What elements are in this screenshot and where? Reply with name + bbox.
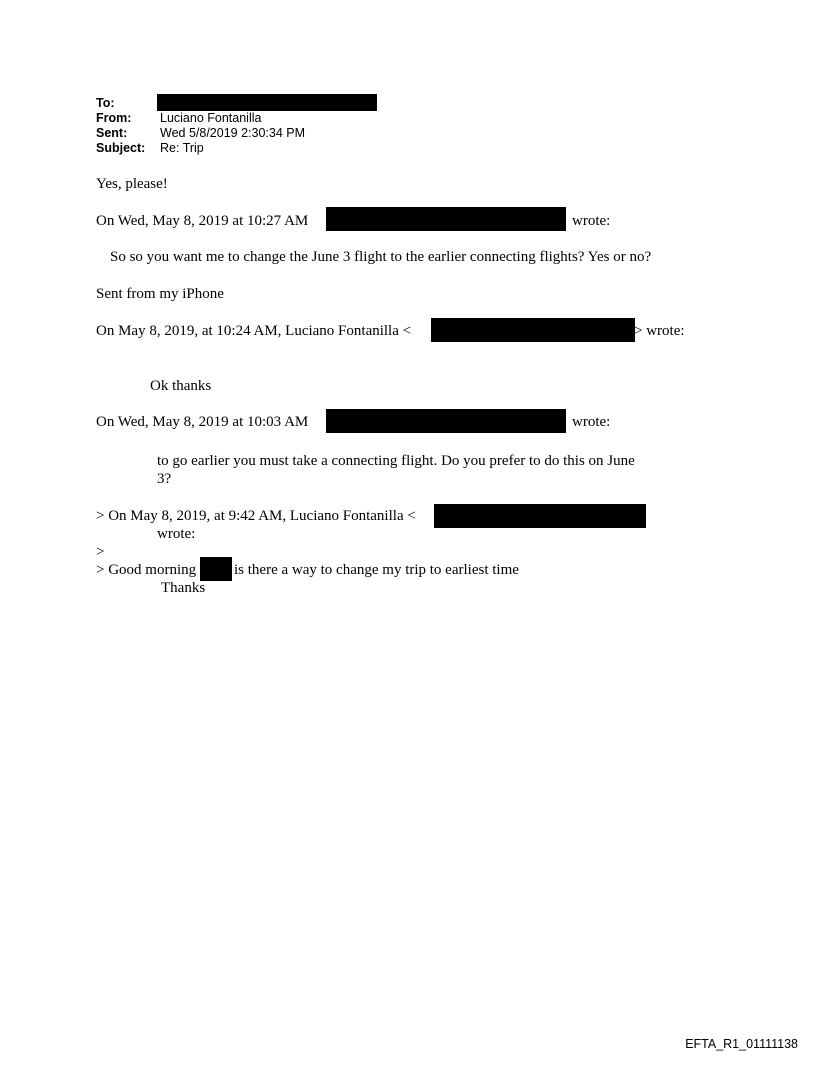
quote-marker: > <box>96 544 105 560</box>
redaction-to-recipient <box>157 94 377 111</box>
reply-text: Yes, please! <box>96 176 168 192</box>
attribution-1-prefix: On Wed, May 8, 2019 at 10:27 AM <box>96 213 309 229</box>
sent-value: Wed 5/8/2019 2:30:34 PM <box>160 126 306 140</box>
quote-2-text: Ok thanks <box>150 378 212 394</box>
signature-text: Sent from my iPhone <box>96 286 224 302</box>
redaction-sender-1 <box>326 207 566 231</box>
quote-3-line-2: 3? <box>157 471 172 487</box>
closing-text: Thanks <box>161 580 206 596</box>
greeting-prefix: > Good morning <box>96 562 197 578</box>
attribution-1-suffix: wrote: <box>572 213 611 229</box>
subject-value: Re: Trip <box>160 141 204 155</box>
bates-number: EFTA_R1_01111138 <box>685 1037 798 1051</box>
header-subject-row <box>96 141 204 155</box>
attribution-4-prefix: > On May 8, 2019, at 9:42 AM, Luciano Fontanilla < <box>96 508 416 524</box>
header-sent-row <box>96 126 305 140</box>
greeting-suffix: is there a way to change my trip to earliest time <box>234 562 519 578</box>
from-value: Luciano Fontanilla <box>160 111 262 125</box>
quote-3-line-1: to go earlier you must take a connecting flight. Do you prefer to do this on June <box>157 453 635 469</box>
attribution-3-prefix: On Wed, May 8, 2019 at 10:03 AM <box>96 414 309 430</box>
redaction-email-1 <box>431 318 635 342</box>
header-from-row <box>96 111 261 125</box>
attribution-2-suffix: > wrote: <box>634 323 685 339</box>
redaction-name <box>200 557 232 581</box>
sent-label: Sent: <box>96 126 128 140</box>
attribution-3-suffix: wrote: <box>572 414 611 430</box>
attribution-2-prefix: On May 8, 2019, at 10:24 AM, Luciano Fontanilla < <box>96 323 412 339</box>
subject-label: Subject: <box>96 141 146 155</box>
redaction-email-2 <box>434 504 646 528</box>
quote-1-text: So so you want me to change the June 3 flight to the earlier connecting flights? Yes or no? <box>110 249 652 265</box>
redaction-sender-2 <box>326 409 566 433</box>
from-label: From: <box>96 111 132 125</box>
to-label: To: <box>96 96 115 110</box>
attribution-4-line-2: wrote: <box>157 526 196 542</box>
header-to-row <box>96 96 160 110</box>
